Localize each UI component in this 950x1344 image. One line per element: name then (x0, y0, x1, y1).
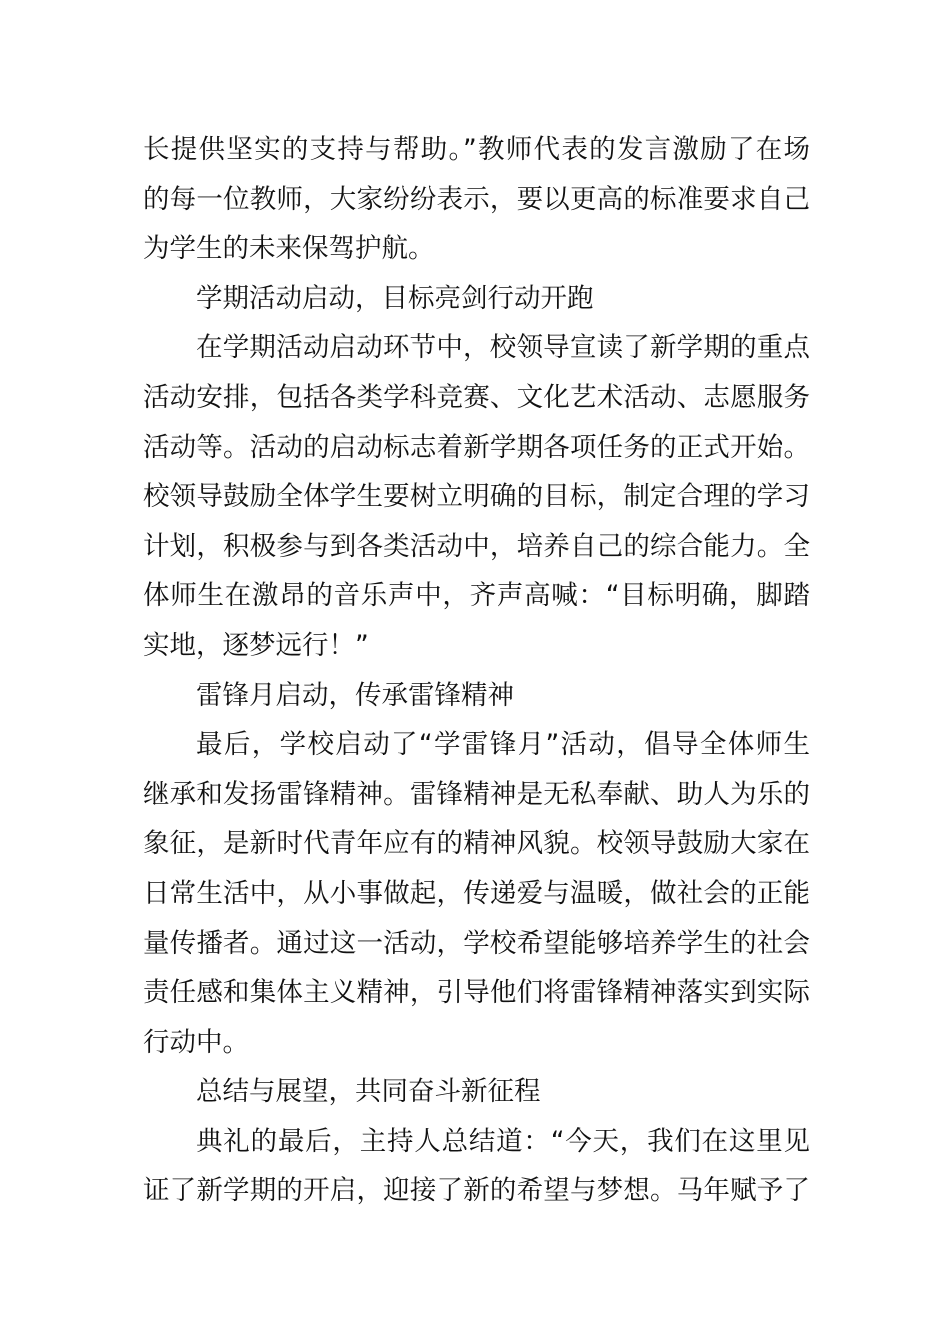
text-line: 证了新学期的开启，迎接了新的希望与梦想。马年赋予了 (143, 1175, 810, 1207)
text-line: 的每一位教师，大家纷纷表示，要以更高的标准要求自己 (143, 183, 810, 215)
text-line: 继承和发扬雷锋精神。雷锋精神是无私奉献、助人为乐的 (143, 778, 810, 810)
section-heading: 总结与展望，共同奋斗新征程 (196, 1076, 541, 1108)
text-line: 责任感和集体主义精神，引导他们将雷锋精神落实到实际 (143, 977, 810, 1009)
text-line: 活动安排，包括各类学科竞赛、文化艺术活动、志愿服务 (143, 381, 810, 413)
text-line: 日常生活中，从小事做起，传递爱与温暖，做社会的正能 (143, 877, 810, 909)
section-heading: 学期活动启动，目标亮剑行动开跑 (196, 282, 594, 314)
text-line: 体师生在激昂的音乐声中，齐声高喊：“目标明确，脚踏 (143, 580, 810, 612)
text-line: 量传播者。通过这一活动，学校希望能够培养学生的社会 (143, 927, 810, 959)
text-line: 行动中。 (143, 1026, 249, 1058)
text-line: 计划，积极参与到各类活动中，培养自己的综合能力。全 (143, 530, 810, 562)
document-body-text (143, 125, 810, 1216)
text-line: 长提供坚实的支持与帮助。”教师代表的发言激励了在场 (143, 134, 810, 165)
text-line: 为学生的未来保驾护航。 (143, 233, 435, 265)
text-line: 象征，是新时代青年应有的精神风貌。校领导鼓励大家在 (143, 828, 810, 860)
text-line: 实地，逐梦远行！” (143, 629, 369, 661)
section-heading: 雷锋月启动，传承雷锋精神 (196, 679, 514, 711)
text-line: 最后，学校启动了“学雷锋月”活动，倡导全体师生 (196, 729, 810, 761)
text-line: 在学期活动启动环节中，校领导宣读了新学期的重点 (196, 332, 810, 364)
text-line: 活动等。活动的启动标志着新学期各项任务的正式开始。 (143, 431, 810, 463)
text-line: 校领导鼓励全体学生要树立明确的目标，制定合理的学习 (143, 481, 810, 513)
text-line: 典礼的最后，主持人总结道：“今天，我们在这里见 (196, 1125, 810, 1157)
